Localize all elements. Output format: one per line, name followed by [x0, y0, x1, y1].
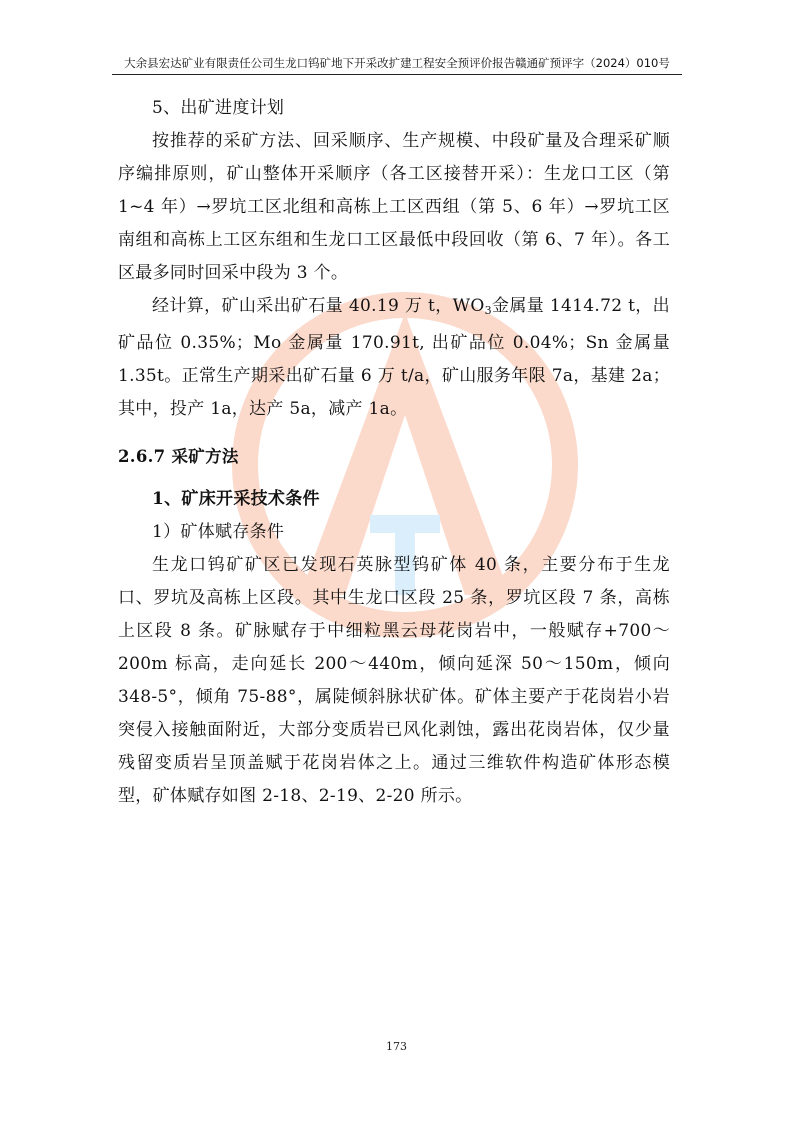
wo3-subscript: 3: [484, 304, 492, 317]
item1-title: 1、矿床开采技术条件: [152, 489, 320, 509]
header-rule: [112, 74, 682, 75]
paragraph-orebody-occurrence: 生龙口钨矿矿区已发现石英脉型钨矿体 40 条，主要分布于生龙口、罗坑及高栋上区段。其中生龙口区段 25 条，罗坑区段 7 条，高栋上区段 8 条。矿脉赋存于中细粒黑云母花岗岩中，一般赋存+700～200m 标高，走向延长 200～440m，倾向延深 50～150m，倾向 348-5°，倾角 75-88°，属陡倾斜脉状矿体。矿体主要产于花岗岩小岩突侵入接触面附近，大部分变质岩已风化剥蚀，露出花岗岩体，仅少量残留变质岩呈顶盖赋于花岗岩体之上。通过三维软件构造矿体形态模型，矿体赋存如图 2-18、2-19、2-20 所示。: [118, 555, 670, 806]
item5-title: 5、出矿进度计划: [152, 98, 285, 118]
para2-part-b: 金属量 1414.72 t，出矿品位 0.35%；Mo 金属量 170.91t, 出矿品位 0.04%；Sn 金属量 1.35t。正常生产期采出矿石量 6 万 t/a，矿山服务年限 7a，基建 2a；其中，投产 1a，达产 5a，减产 1a。: [118, 296, 670, 419]
page-number: 173: [386, 1040, 407, 1053]
paragraph-mining-sequence: 按推荐的采矿方法、回采顺序、生产规模、中段矿量及合理采矿顺序编排原则，矿山整体开采顺序（各工区接替开采）：生龙口工区（第 1~4 年）→罗坑工区北组和高栋上工区西组（第 5、6 年）→罗坑工区南组和高栋上工区东组和生龙口工区最低中段回收（第 6、7 年）。各工区最多同时回采中段为 3 个。: [118, 131, 670, 283]
body-content: [118, 92, 670, 813]
item1-1-title: 1）矿体赋存条件: [152, 522, 285, 542]
paragraph-mining-calc: [118, 290, 670, 426]
running-header: 大余县宏达矿业有限责任公司生龙口钨矿地下开采改扩建工程安全预评价报告赣通矿预评字（2024）010号: [124, 56, 670, 70]
para2-part-a: 经计算，矿山采出矿石量 40.19 万 t，WO: [152, 296, 485, 316]
section-heading-267: 2.6.7 采矿方法: [118, 447, 239, 466]
